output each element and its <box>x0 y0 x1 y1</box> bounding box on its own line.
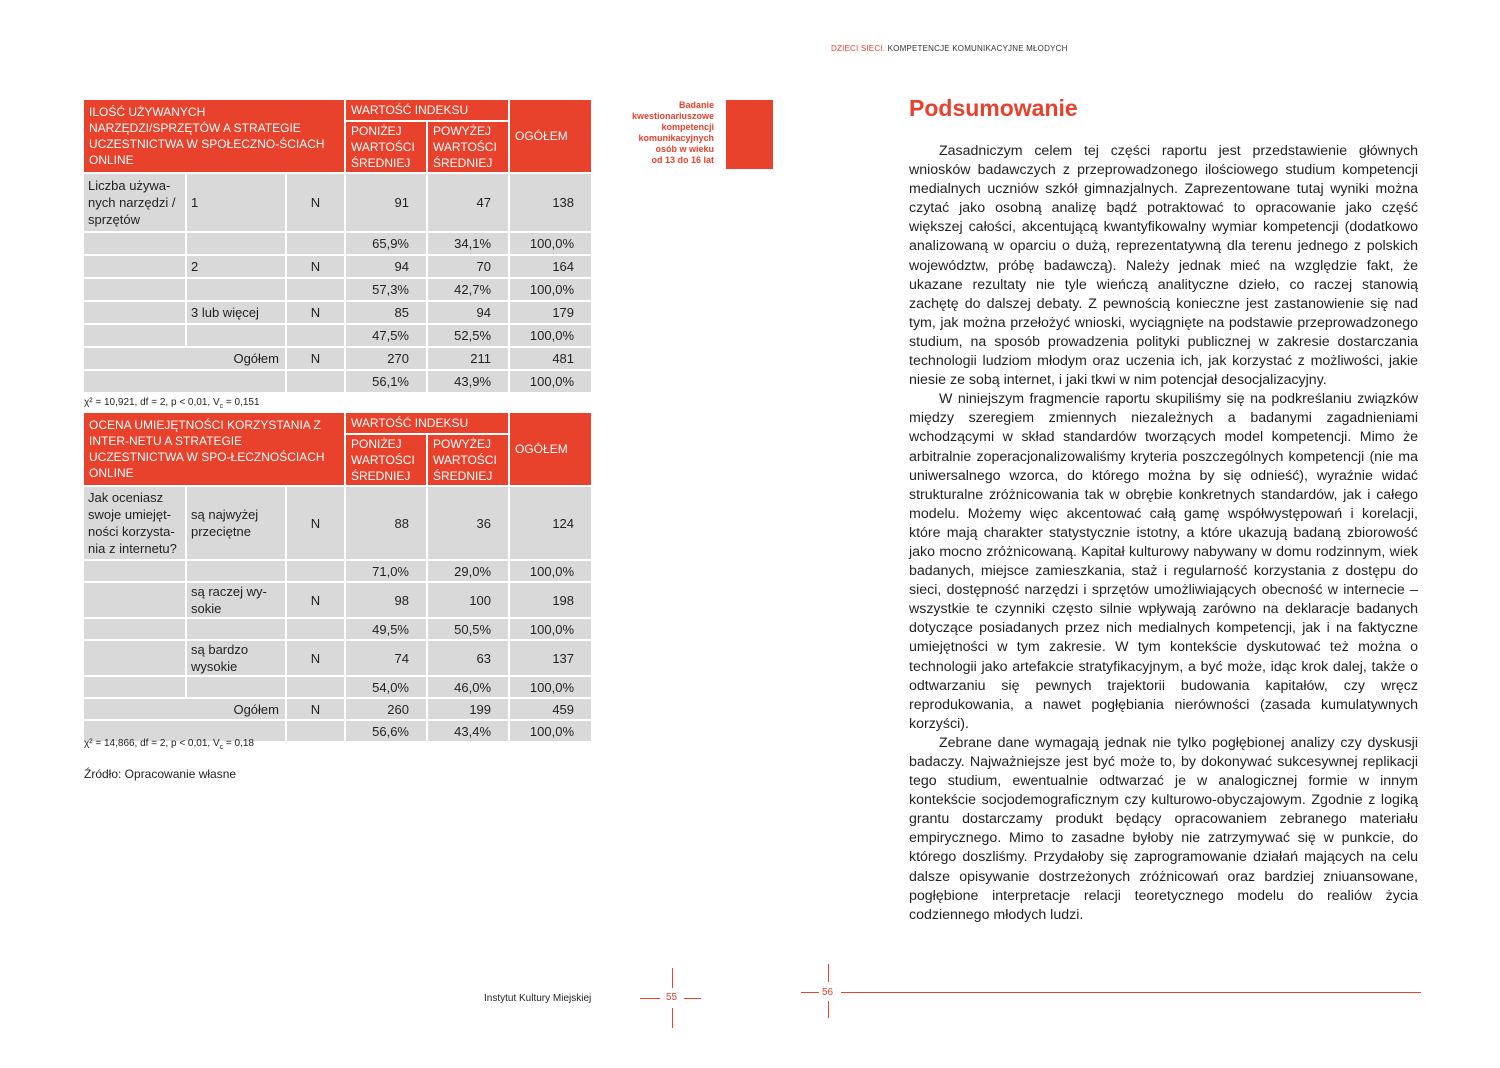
paragraph: W niniejszym fragmencie raportu skupiliśmy się na podkreślaniu związków między szeregiem zmiennych niezależnych a badanymi zagadnieniami wchodzącymi w skład standardów tworzących model kompetencji. Mimo że arbitralnie zoperacjonalizowaliśmy kryteria poszczególnych kompetencji (nie ma uniwersalnego wzorca, do którego można by się odnieść), wyraźnie widać strukturalne zróżnicowania tak w obrębie konkretnych standardów, jak i całego modelu. Możemy więc akcentować całą gamę współwystępowań i korelacji, które mają charakter statystycznie istotny, a które ukazują badaną zbiorowość jako mocno zróżnicowaną. Kapitał kulturowy nabywany w domu rodzinnym, wiek badanych, miejsce zamieszkania, staż i regularność korzystania z dostępu do sieci, dostępność narzędzi i sprzętów umożliwiających obecność w internecie – wszystkie te czynniki często silnie wpływają zarówno na deklaracje badanych dotyczące posiadanych przez nich medialnych kompetencji, jak i na faktyczne umiejętności w tym zakresie. W tym kontekście dyskutować też można o technologii jako artefakcie stratyfikacyjnym, a być może, idąc krok dalej, także o odtwarzaniu się pewnych trajektorii budowania kapitałów, czy wręcz reprodukowania, a nawet pogłębiania nierówności (zasada kumulatywnych korzyści). <box>909 391 1418 732</box>
percent-cell: 42,7% <box>428 279 510 302</box>
value-cell: 85 <box>346 302 428 325</box>
value-cell: 91 <box>346 174 428 233</box>
percent-cell: 47,5% <box>346 325 428 348</box>
percent-cell: 46,0% <box>428 677 510 699</box>
page-mark-line <box>801 992 819 993</box>
value-cell: 138 <box>510 174 591 233</box>
n-label: N <box>287 583 346 619</box>
value-cell: 94 <box>428 302 510 325</box>
page-number-left: 55 <box>666 992 678 1003</box>
row-label: Liczba używa-nych narzędzi / sprzętów <box>84 174 187 233</box>
row-label: Jak oceniasz swoje umiejęt-ności korzysta-nia z internetu? <box>84 487 187 561</box>
sidenote <box>612 100 714 166</box>
percent-cell: 56,1% <box>346 371 428 394</box>
page-mark-line <box>640 998 660 999</box>
value-cell: 179 <box>510 302 591 325</box>
n-label: N <box>287 641 346 677</box>
category-cell: 1 <box>187 174 287 233</box>
paragraph: Zebrane dane wymagają jednak nie tylko pogłębionej analizy czy dyskusji badaczy. Najważniejsze jest być może to, by dokonywać sukcesywnej replikacji tego studium, ewentualnie odtwarzać je w analogicznej formie w innym kontekście socjodemograficznym czy kulturowo-obyczajowym. Zgodnie z logiką grantu dostarczamy produkt będący opracowaniem zebranego materiału empirycznego. Mimo to zasadne byłoby nie zatrzymywać się w punkcie, do którego doszliśmy. Przydałoby się zaprogramowanie działań mających na celu dalsze opisywanie dostrzeżonych zróżnicowań oraz bardziej zniuansowane, pogłębione interpretacje relacji teoretycznego modelu do realiów życia codziennego młodych ludzi. <box>909 734 1418 923</box>
stats-text: = 0,151 <box>223 397 260 408</box>
value-cell: 199 <box>428 699 510 721</box>
percent-cell: 100,0% <box>510 561 591 583</box>
footer-institute: Instytut Kultury Miejskiej <box>484 993 592 1004</box>
value-cell: 164 <box>510 256 591 279</box>
table-skills-vs-participation <box>84 413 591 743</box>
sidenote-line: kwestionariuszowe <box>631 111 714 121</box>
value-cell: 211 <box>428 348 510 371</box>
stats-text: χ² = 10,921, df = 2, p < 0,01, V <box>84 397 220 408</box>
sidenote-line: kompetencji <box>661 122 714 132</box>
value-cell: 88 <box>346 487 428 561</box>
n-label: N <box>287 256 346 279</box>
value-cell: 100 <box>428 583 510 619</box>
n-label: N <box>287 699 346 721</box>
page-mark-line <box>828 964 829 982</box>
value-cell: 98 <box>346 583 428 619</box>
sidenote-line: od 13 do 16 lat <box>651 155 714 165</box>
group-header: WARTOŚĆ INDEKSU <box>346 100 510 122</box>
section-title: Podsumowanie <box>909 95 1078 121</box>
percent-cell: 43,9% <box>428 371 510 394</box>
value-cell: 94 <box>346 256 428 279</box>
table-title: OCENA UMIEJĘTNOŚCI KORZYSTANIA Z INTER-NETU A STRATEGIE UCZESTNICTWA W SPO-ŁECZNOŚCIACH ONLINE <box>84 413 346 487</box>
page-mark-line <box>684 998 701 999</box>
percent-cell: 43,4% <box>428 721 510 743</box>
article-body <box>909 142 1418 925</box>
percent-cell: 34,1% <box>428 233 510 256</box>
stats-text: = 0,18 <box>223 738 254 749</box>
n-label: N <box>287 348 346 371</box>
value-cell: 481 <box>510 348 591 371</box>
category-cell: 2 <box>187 256 287 279</box>
percent-cell: 56,6% <box>346 721 428 743</box>
total-row-label: Ogółem <box>84 699 287 721</box>
sidenote-line: osób w wieku <box>655 144 714 154</box>
percent-cell: 100,0% <box>510 279 591 302</box>
percent-cell: 29,0% <box>428 561 510 583</box>
page-mark-line <box>672 1008 673 1028</box>
source-note: Źródło: Opracowanie własne <box>84 767 237 781</box>
percent-cell: 65,9% <box>346 233 428 256</box>
n-label: N <box>287 302 346 325</box>
chi-square-stats <box>84 397 260 410</box>
value-cell: 260 <box>346 699 428 721</box>
category-cell: są raczej wy-sokie <box>187 583 287 619</box>
value-cell: 47 <box>428 174 510 233</box>
stats-subscript: c <box>219 403 224 410</box>
running-header-series: DZIECI SIECI. <box>831 44 886 53</box>
percent-cell: 100,0% <box>510 677 591 699</box>
col-above-header: POWYŻEJ WARTOŚCI ŚREDNIEJ <box>428 122 510 174</box>
percent-cell: 49,5% <box>346 619 428 641</box>
percent-cell: 50,5% <box>428 619 510 641</box>
total-row-label: Ogółem <box>84 348 287 371</box>
n-label: N <box>287 174 346 233</box>
col-total-header: OGÓŁEM <box>510 100 591 174</box>
percent-cell: 54,0% <box>346 677 428 699</box>
category-cell: 3 lub więcej <box>187 302 287 325</box>
value-cell: 63 <box>428 641 510 677</box>
sidenote-line: Badanie <box>678 100 714 110</box>
value-cell: 198 <box>510 583 591 619</box>
value-cell: 74 <box>346 641 428 677</box>
value-cell: 124 <box>510 487 591 561</box>
page-mark-line <box>672 968 673 988</box>
stats-text: χ² = 14,866, df = 2, p < 0,01, V <box>84 738 220 749</box>
percent-cell: 100,0% <box>510 233 591 256</box>
percent-cell: 57,3% <box>346 279 428 302</box>
col-below-header: PONIŻEJ WARTOŚCI ŚREDNIEJ <box>346 435 428 487</box>
stats-subscript: c <box>219 744 224 751</box>
value-cell: 70 <box>428 256 510 279</box>
running-header-subtitle: KOMPETENCJE KOMUNIKACYJNE MŁODYCH <box>887 44 1068 53</box>
col-total-header: OGÓŁEM <box>510 413 591 487</box>
category-cell: są bardzo wysokie <box>187 641 287 677</box>
percent-cell: 100,0% <box>510 371 591 394</box>
page-number-right: 56 <box>822 987 834 998</box>
group-header: WARTOŚĆ INDEKSU <box>346 413 510 435</box>
paragraph: Zasadniczym celem tej części raportu jest przedstawienie głównych wniosków badawczych z przeprowadzonego ilościowego studium kompetencji medialnych uczniów szkół gimnazjalnych. Zaprezentowane tutaj wyniki można czytać jako osobną analizę bądź potraktować to opracowanie jako część większej całości, akcentującą kwantyfikowalny wymiar kompetencji (dodatkowo analizowaną w oparciu o dużą, reprezentatywną dla terenu jednego z polskich województw, próbę badawczą). Należy jednak mieć na względzie fakt, że ukazane rezultaty nie tyle wieńczą analityczne dzieło, co raczej stanowią zachętę do dalszej debaty. Z pewnością konieczne jest zastanowienie się nad tym, jak można przełożyć wnioski, wyciągnięte na podstawie przeprowadzonego studium, na sposób prowadzenia polityki publicznej w zakresie dostarczania technologii ludziom młodym oraz uczenia ich, jak korzystać z możliwości, jakie niesie ze sobą internet, i jaki tkwi w nim potencjał desocjalizacyjny. <box>909 143 1418 389</box>
col-above-header: POWYŻEJ WARTOŚCI ŚREDNIEJ <box>428 435 510 487</box>
percent-cell: 100,0% <box>510 619 591 641</box>
value-cell: 137 <box>510 641 591 677</box>
percent-cell: 100,0% <box>510 721 591 743</box>
percent-cell: 71,0% <box>346 561 428 583</box>
table-title: ILOŚĆ UŻYWANYCH NARZĘDZI/SPRZĘTÓW A STRATEGIE UCZESTNICTWA W SPOŁECZNO-ŚCIACH ONLINE <box>84 100 346 174</box>
percent-cell: 52,5% <box>428 325 510 348</box>
col-below-header: PONIŻEJ WARTOŚCI ŚREDNIEJ <box>346 122 428 174</box>
accent-block <box>726 100 773 169</box>
page-mark-line <box>841 992 1421 993</box>
value-cell: 36 <box>428 487 510 561</box>
percent-cell: 100,0% <box>510 325 591 348</box>
chi-square-stats <box>84 738 254 751</box>
value-cell: 270 <box>346 348 428 371</box>
value-cell: 459 <box>510 699 591 721</box>
page-mark-line <box>828 1001 829 1018</box>
category-cell: są najwyżej przeciętne <box>187 487 287 561</box>
n-label: N <box>287 487 346 561</box>
table-tools-vs-participation <box>84 100 591 394</box>
sidenote-line: komunikacyjnych <box>638 133 714 143</box>
running-header <box>831 44 1068 53</box>
